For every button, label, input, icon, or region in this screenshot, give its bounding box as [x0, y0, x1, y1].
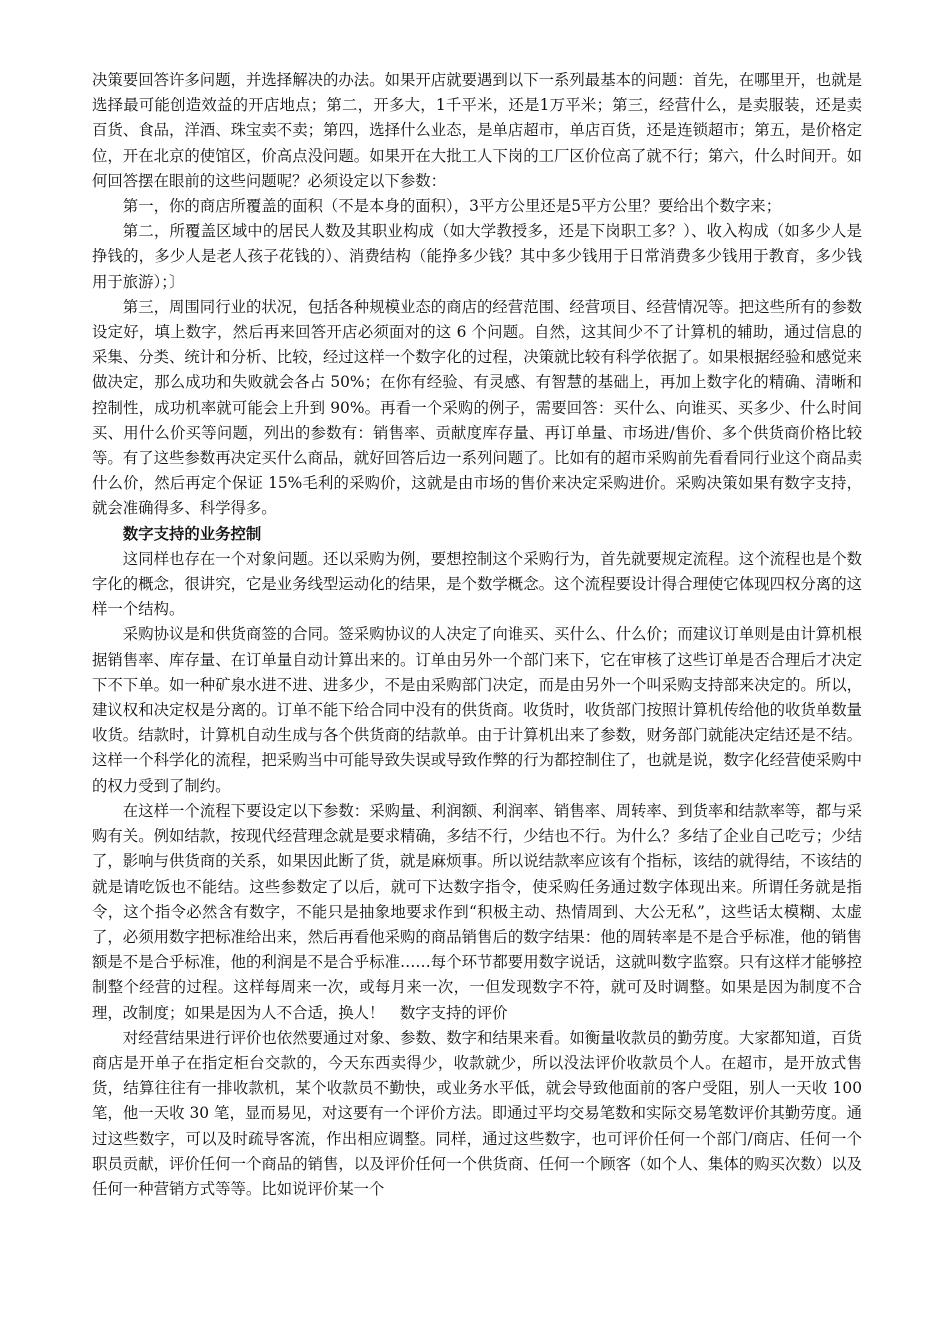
paragraph-process-parameters: 在这样一个流程下要设定以下参数：采购量、利润额、利润率、销售率、周转率、到货率和结款率等，都与采购有关。例如结款，按现代经营理念就是要求精确，多结不行，少结也不行。为什么？多结了企业自己吃亏；少结了，影响与供货商的关系，如果因此断了货，就是麻烦事。所以说结款率应该有个指标，该结的就得结，不该结的就是请吃饭也不能结。这些参数定了以后，就可下达数字指令，使采购任务通过数字体现出来。所谓任务就是指令，这个指令必然含有数字，不能只是抽象地要求作到“积极主动、热情周到、大公无私”，这些话太模糊、太虚了，必须用数字把标准给出来，然后再看他采购的商品销售后的数字结果：他的周转率是不是合乎标准，他的销售额是不是合乎标准，他的利润是不是合乎标准……每个环节都要用数字说话，这就叫数字监察。只有这样才能够控制整个经营的过程。这样每周来一次，或每月来一次，一但发现数字不符，就可及时调整。如果是因为制度不合理，改制度；如果是因为人不合适，换人！ 数字支持的评价: [92, 801, 862, 1022]
document-page: [92, 68, 862, 1202]
paragraph-param-competitors: 第三，周围同行业的状况，包括各种规模业态的商店的经营范围、经营项目、经营情况等。把这些所有的参数设定好，填上数字，然后再来回答开店必须面对的这 6 个问题。自然，这其间少不了计算机的辅助，通过信息的采集、分类、统计和分析、比较，经过这样一个数字化的过程，决策就比较有科学依据了。如果根据经验和感觉来做决定，那么成功和失败就会各占 50%；在你有经验、有灵感、有智慧的基础上，再加上数字化的精确、清晰和控制性，成功机率就可能会上升到 90%。再看一个采购的例子，需要回答：买什么、向谁买、买多少、什么时间买、用什么价买等问题，列出的参数有：销售率、贡献度库存量、再订单量、市场进/售价、多个供货商价格比较等。有了这些参数再决定买什么商品，就好回答后边一系列问题了。比如有的超市采购前先看看同行业这个商品卖什么价，然后再定个保证 15%毛利的采购价，这就是由市场的售价来决定采购进价。采购决策如果有数字支持，就会准确得多、科学得多。: [92, 297, 862, 518]
paragraph-param-residents: 第二，所覆盖区域中的居民人数及其职业构成（如大学教授多，还是下岗职工多？）、收入构成（如多少人是挣钱的，多少人是老人孩子花钱的）、消费结构（能挣多少钱？其中多少钱用于日常消费多少钱用于教育，多少钱用于旅游）；〕: [92, 222, 862, 291]
paragraph-purchase-agreement: 采购协议是和供货商签的合同。签采购协议的人决定了向谁买、买什么、什么价；而建议订单则是由计算机根据销售率、库存量、在订单量自动计算出来的。订单由另外一个部门来下，它在审核了这些订单是否合理后才决定下不下单。如一种矿泉水进不进、进多少，不是由采购部门决定，而是由另外一个叫采购支持部来决定的。所以，建议权和决定权是分离的。订单不能下给合同中没有的供货商。收货时，收货部门按照计算机传给他的收货单数量收货。结款时，计算机自动生成与各个供货商的结款单。由于计算机出来了参数，财务部门就能决定结还是不结。这样一个科学化的流程，把采购当中可能导致失误或导致作弊的行为都控制住了，也就是说，数字化经营使采购中的权力受到了制约。: [92, 625, 862, 795]
paragraph-decision-questions: 决策要回答许多问题，并选择解决的办法。如果开店就要遇到以下一系列最基本的问题：首先，在哪里开，也就是选择最可能创造效益的开店地点；第二，开多大，1千平米，还是1万平米；第三，经营什么，是卖服装，还是卖百货、食品，洋酒、珠宝卖不卖；第四，选择什么业态，是单店超市，单店百货，还是连锁超市；第五，是价格定位，开在北京的使馆区，价高点没问题。如果开在大批工人下岗的工厂区价位高了就不行；第六，什么时间开。如何回答摆在眼前的这些问题呢？必须设定以下参数：: [92, 71, 862, 190]
paragraph-param-area: 第一，你的商店所覆盖的面积（不是本身的面积），3平方公里还是5平方公里？要给出个数字来；: [122, 197, 782, 216]
section-heading-business-control: 数字支持的业务控制: [122, 524, 262, 543]
paragraph-evaluation: 对经营结果进行评价也依然要通过对象、参数、数字和结果来看。如衡量收款员的勤劳度。大家都知道，百货商店是开单子在指定柜台交款的，今天东西卖得少，收款就少，所以没法评价收款员个人。在超市，是开放式售货，结算往往有一排收款机，某个收款员不勤快，或业务水平低，就会导致他面前的客户受阻，别人一天收 100 笔，他一天收 30 笔，显而易见，对这要有一个评价方法。即通过平均交易笔数和实际交易笔数评价其勤劳度。通过这些数字，可以及时疏导客流，作出相应调整。同样，通过这些数字，也可评价任何一个部门/商店、任何一个职员贡献，评价任何一个商品的销售，以及评价任何一个供货商、任何一个顾客（如个人、集体的购买次数）以及任何一种营销方式等等。比如说评价某一个: [92, 1028, 862, 1198]
paragraph-process-control: 这同样也存在一个对象问题。还以采购为例，要想控制这个采购行为，首先就要规定流程。这个流程也是个数字化的概念，很讲究，它是业务线型运动化的结果，是个数学概念。这个流程要设计得合理使它体现四权分离的这样一个结构。: [92, 549, 862, 619]
